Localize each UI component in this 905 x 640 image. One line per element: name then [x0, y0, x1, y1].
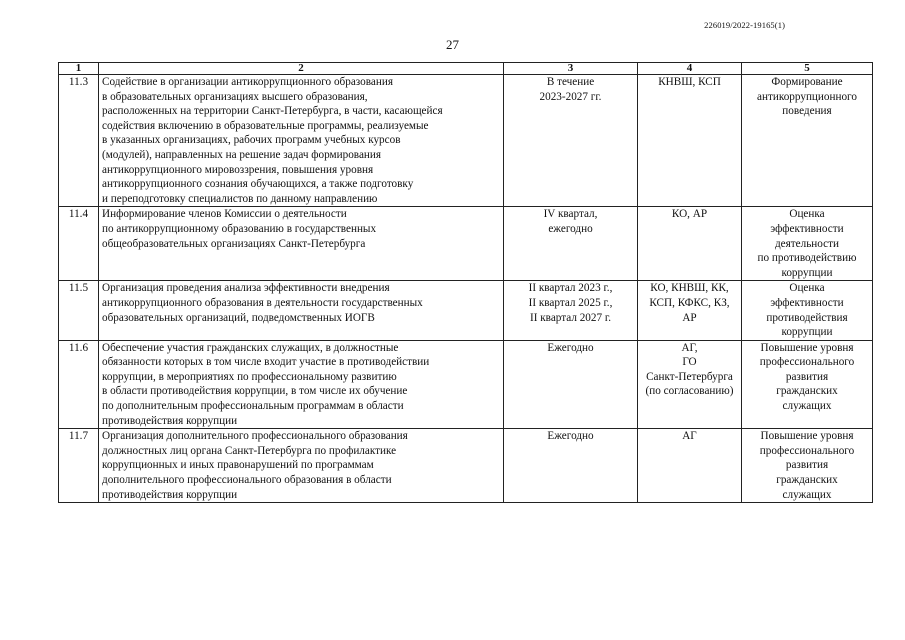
row-number: 11.3 — [59, 75, 99, 207]
measure-result: Оценка эффективности деятельности по противодействию коррупции — [742, 207, 873, 281]
measure-term: В течение 2023-2027 гг. — [504, 75, 638, 207]
measure-term: IV квартал, ежегодно — [504, 207, 638, 281]
column-header-5: 5 — [742, 63, 873, 75]
page-number: 27 — [446, 37, 459, 52]
column-header-4: 4 — [638, 63, 742, 75]
measure-term: II квартал 2023 г., II квартал 2025 г., II квартал 2027 г. — [504, 281, 638, 340]
measure-executors: КНВШ, КСП — [638, 75, 742, 207]
table-row — [59, 429, 873, 503]
measure-result: Повышение уровня профессионального развития гражданских служащих — [742, 429, 873, 503]
measure-executors: КО, КНВШ, КК, КСП, КФКС, КЗ, АР — [638, 281, 742, 340]
row-number: 11.4 — [59, 207, 99, 281]
measure-term: Ежегодно — [504, 429, 638, 503]
measure-description: Информирование членов Комиссии о деятельности по антикоррупционному образованию в государственных общеобразовательных организациях Санкт-Петербурга — [99, 207, 504, 281]
column-header-1: 1 — [59, 63, 99, 75]
measure-description: Обеспечение участия гражданских служащих, в должностные обязанности которых в том числе входит участие в противодействии коррупции, в мероприятиях по профессиональному развитию в области противодействия коррупции, в том числе их обучение по дополнительным профессиональным программам в области противодействия коррупции — [99, 340, 504, 429]
document-id: 226019/2022-19165(1) — [704, 20, 785, 30]
row-number: 11.6 — [59, 340, 99, 429]
measure-executors: АГ — [638, 429, 742, 503]
measure-executors: АГ, ГО Санкт-Петербурга (по согласованию) — [638, 340, 742, 429]
table-row — [59, 207, 873, 281]
table-row — [59, 340, 873, 429]
measure-description: Организация проведения анализа эффективности внедрения антикоррупционного образования в деятельности государственных образовательных организаций, подведомственных ИОГВ — [99, 281, 504, 340]
measure-result: Повышение уровня профессионального развития гражданских служащих — [742, 340, 873, 429]
row-number: 11.7 — [59, 429, 99, 503]
measure-executors: КО, АР — [638, 207, 742, 281]
column-header-2: 2 — [99, 63, 504, 75]
table-row — [59, 281, 873, 340]
measure-result: Оценка эффективности противодействия коррупции — [742, 281, 873, 340]
measure-term: Ежегодно — [504, 340, 638, 429]
column-header-row — [59, 63, 873, 75]
column-header-3: 3 — [504, 63, 638, 75]
row-number: 11.5 — [59, 281, 99, 340]
measure-description: Организация дополнительного профессионального образования должностных лиц органа Санкт-Петербурга по профилактике коррупционных и иных правонарушений по программам дополнительного профессионального образования в области противодействия коррупции — [99, 429, 504, 503]
table-row — [59, 75, 873, 207]
measure-result: Формирование антикоррупционного поведения — [742, 75, 873, 207]
measures-table — [58, 62, 873, 503]
measure-description: Содействие в организации антикоррупционного образования в образовательных организациях высшего образования, расположенных на территории Санкт-Петербурга, в части, касающейся содействия включению в образовательные программы, реализуемые в указанных организациях, рабочих программ учебных курсов (модулей), направленных на решение задач формирования антикоррупционного мировоззрения, повышения уровня антикоррупционного сознания обучающихся, а также подготовку и переподготовку специалистов по данному направлению — [99, 75, 504, 207]
